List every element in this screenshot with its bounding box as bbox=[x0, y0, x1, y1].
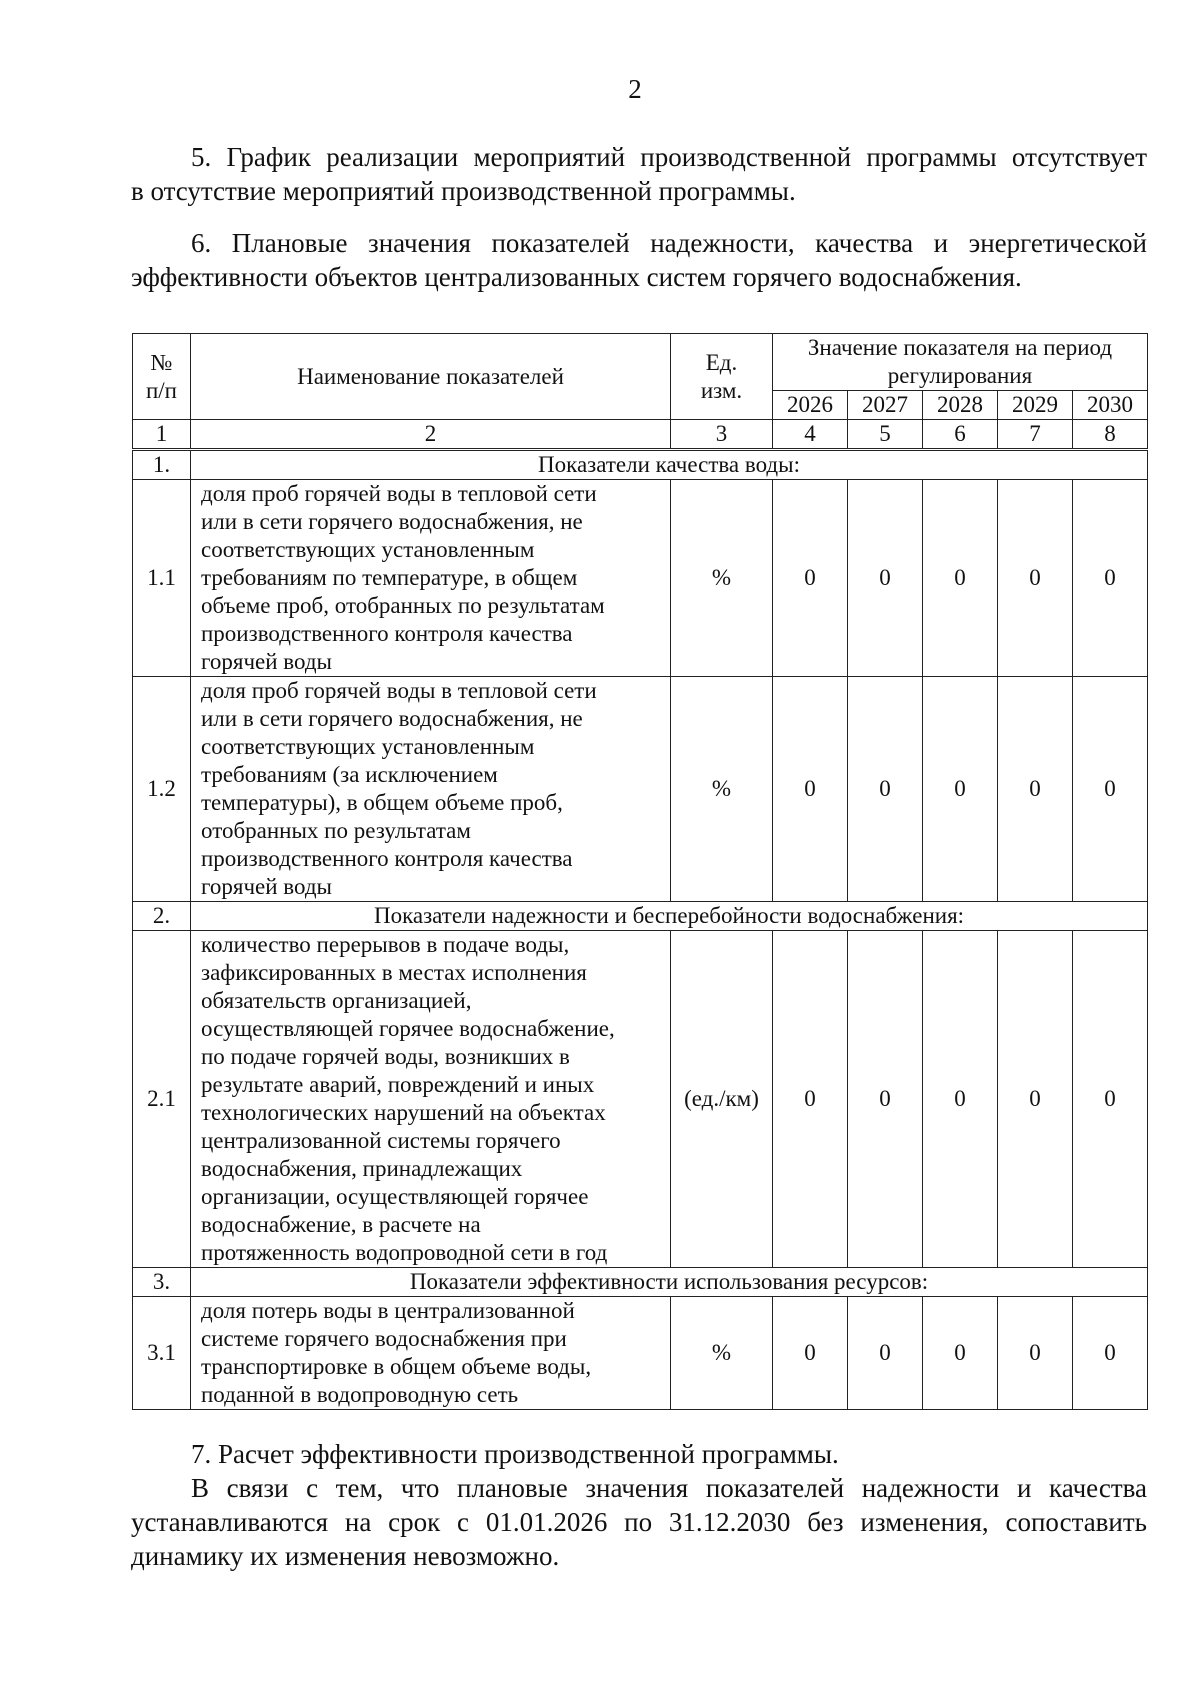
indicator-name-line: транспортировке в общем объеме воды, bbox=[201, 1354, 592, 1379]
indicator-name-line: доля проб горячей воды в тепловой сети bbox=[201, 678, 597, 703]
indicator-name-line: доля потерь воды в централизованной bbox=[201, 1298, 575, 1323]
section-number: 1. bbox=[133, 450, 191, 480]
unit-cell: % bbox=[671, 1297, 773, 1410]
indicator-name-line: доля проб горячей воды в тепловой сети bbox=[201, 481, 597, 506]
section-5-text bbox=[131, 140, 1147, 208]
table-row bbox=[133, 931, 1148, 1268]
section-7-line-2: устанавливаются на срок с 01.01.2026 по 31.12.2030 без изменения, сопоставить bbox=[131, 1507, 1147, 1537]
row-number: 1.1 bbox=[133, 480, 191, 677]
section-7-text bbox=[131, 1437, 1147, 1573]
value-cell: 0 bbox=[998, 480, 1073, 677]
indicator-name-line: температуры), в общем объеме проб, bbox=[201, 790, 563, 815]
indicator-name-line: количество перерывов в подаче воды, bbox=[201, 932, 570, 957]
unit-cell: % bbox=[671, 480, 773, 677]
unit-cell: % bbox=[671, 677, 773, 902]
section-number: 3. bbox=[133, 1268, 191, 1297]
section-5-line-1-text: 5. График реализации мероприятий производственной программы отсутствует bbox=[191, 142, 1147, 172]
indicator-name-line: производственного контроля качества bbox=[201, 846, 573, 871]
section-number: 2. bbox=[133, 902, 191, 931]
table-row bbox=[133, 677, 1148, 902]
indicator-name-line: или в сети горячего водоснабжения, не bbox=[201, 509, 583, 534]
indicator-name-line: требованиям по температуре, в общем bbox=[201, 565, 578, 590]
header-year: 2029 bbox=[998, 391, 1073, 420]
indicator-name-line: технологических нарушений на объектах bbox=[201, 1100, 606, 1125]
unit-cell: (ед./км) bbox=[671, 931, 773, 1268]
value-cell: 0 bbox=[773, 677, 848, 902]
column-number: 4 bbox=[773, 420, 848, 450]
section-7-title: 7. Расчет эффективности производственной программы. bbox=[191, 1439, 839, 1469]
indicator-name-line: протяженность водопроводной сети в год bbox=[201, 1240, 608, 1265]
indicator-name-line: горячей воды bbox=[201, 649, 332, 674]
value-cell: 0 bbox=[998, 931, 1073, 1268]
indicator-name bbox=[191, 480, 671, 677]
value-cell: 0 bbox=[848, 480, 923, 677]
indicator-name-line: по подаче горячей воды, возникших в bbox=[201, 1044, 570, 1069]
value-cell: 0 bbox=[1073, 480, 1148, 677]
header-num: № п/п bbox=[133, 334, 191, 420]
indicator-name-line: водоснабжение, в расчете на bbox=[201, 1212, 481, 1237]
section-title: Показатели качества воды: bbox=[191, 450, 1148, 480]
value-cell: 0 bbox=[848, 931, 923, 1268]
header-year: 2027 bbox=[848, 391, 923, 420]
indicator-name-line: обязательств организацией, bbox=[201, 988, 472, 1013]
value-cell: 0 bbox=[923, 677, 998, 902]
row-number: 3.1 bbox=[133, 1297, 191, 1410]
value-cell: 0 bbox=[848, 677, 923, 902]
column-number: 5 bbox=[848, 420, 923, 450]
indicator-name-line: результате аварий, повреждений и иных bbox=[201, 1072, 595, 1097]
column-number: 6 bbox=[923, 420, 998, 450]
column-number: 8 bbox=[1073, 420, 1148, 450]
value-cell: 0 bbox=[1073, 1297, 1148, 1410]
section-header-row bbox=[133, 902, 1148, 931]
column-number: 3 bbox=[671, 420, 773, 450]
column-number: 7 bbox=[998, 420, 1073, 450]
indicator-name-line: соответствующих установленным bbox=[201, 537, 535, 562]
indicator-name-line: требованиям (за исключением bbox=[201, 762, 498, 787]
indicator-name-line: соответствующих установленным bbox=[201, 734, 535, 759]
section-6-line-2: эффективности объектов централизованных систем горячего водоснабжения. bbox=[131, 262, 1022, 292]
indicator-name-line: объеме проб, отобранных по результатам bbox=[201, 593, 605, 618]
table-row bbox=[133, 1297, 1148, 1410]
indicator-name-line: централизованной системы горячего bbox=[201, 1128, 561, 1153]
indicator-name-line: или в сети горячего водоснабжения, не bbox=[201, 706, 583, 731]
indicator-name-line: осуществляющей горячее водоснабжение, bbox=[201, 1016, 615, 1041]
section-7-line-3: динамику их изменения невозможно. bbox=[131, 1541, 560, 1571]
page-number: 2 bbox=[628, 74, 642, 104]
column-number-row bbox=[133, 420, 1148, 450]
value-cell: 0 bbox=[998, 677, 1073, 902]
value-cell: 0 bbox=[773, 1297, 848, 1410]
row-number: 1.2 bbox=[133, 677, 191, 902]
indicator-name-line: горячей воды bbox=[201, 874, 332, 899]
value-cell: 0 bbox=[1073, 677, 1148, 902]
value-cell: 0 bbox=[848, 1297, 923, 1410]
header-year: 2030 bbox=[1073, 391, 1148, 420]
column-number: 2 bbox=[191, 420, 671, 450]
value-cell: 0 bbox=[923, 1297, 998, 1410]
column-number: 1 bbox=[133, 420, 191, 450]
indicator-name bbox=[191, 677, 671, 902]
section-6-line-1: 6. Плановые значения показателей надежности, качества и энергетической bbox=[191, 228, 1147, 258]
header-name: Наименование показателей bbox=[191, 334, 671, 420]
value-cell: 0 bbox=[1073, 931, 1148, 1268]
value-cell: 0 bbox=[923, 931, 998, 1268]
indicator-name-line: организации, осуществляющей горячее bbox=[201, 1184, 589, 1209]
value-cell: 0 bbox=[923, 480, 998, 677]
indicator-name-line: зафиксированных в местах исполнения bbox=[201, 960, 587, 985]
value-cell: 0 bbox=[773, 931, 848, 1268]
indicator-name-line: отобранных по результатам bbox=[201, 818, 471, 843]
row-number: 2.1 bbox=[133, 931, 191, 1268]
indicator-name bbox=[191, 1297, 671, 1410]
indicators-table bbox=[132, 333, 1148, 1410]
section-7-line-1: В связи с тем, что плановые значения показателей надежности и качества bbox=[191, 1473, 1147, 1503]
section-title: Показатели эффективности использования ресурсов: bbox=[191, 1268, 1148, 1297]
section-6-text bbox=[131, 226, 1147, 294]
header-year: 2026 bbox=[773, 391, 848, 420]
section-title: Показатели надежности и бесперебойности водоснабжения: bbox=[191, 902, 1148, 931]
table-row bbox=[133, 480, 1148, 677]
table-body bbox=[133, 334, 1148, 1410]
header-unit: Ед. изм. bbox=[671, 334, 773, 420]
indicator-name bbox=[191, 931, 671, 1268]
header-year: 2028 bbox=[923, 391, 998, 420]
header-period: Значение показателя на период регулирования bbox=[773, 334, 1148, 391]
section-5-line-2: в отсутствие мероприятий производственной программы. bbox=[131, 176, 796, 206]
indicator-name-line: поданной в водопроводную сеть bbox=[201, 1382, 519, 1407]
header-row-1 bbox=[133, 334, 1148, 391]
section-header-row bbox=[133, 450, 1148, 480]
indicator-name-line: водоснабжения, принадлежащих bbox=[201, 1156, 523, 1181]
section-header-row bbox=[133, 1268, 1148, 1297]
indicator-name-line: системе горячего водоснабжения при bbox=[201, 1326, 567, 1351]
value-cell: 0 bbox=[773, 480, 848, 677]
value-cell: 0 bbox=[998, 1297, 1073, 1410]
indicator-name-line: производственного контроля качества bbox=[201, 621, 573, 646]
